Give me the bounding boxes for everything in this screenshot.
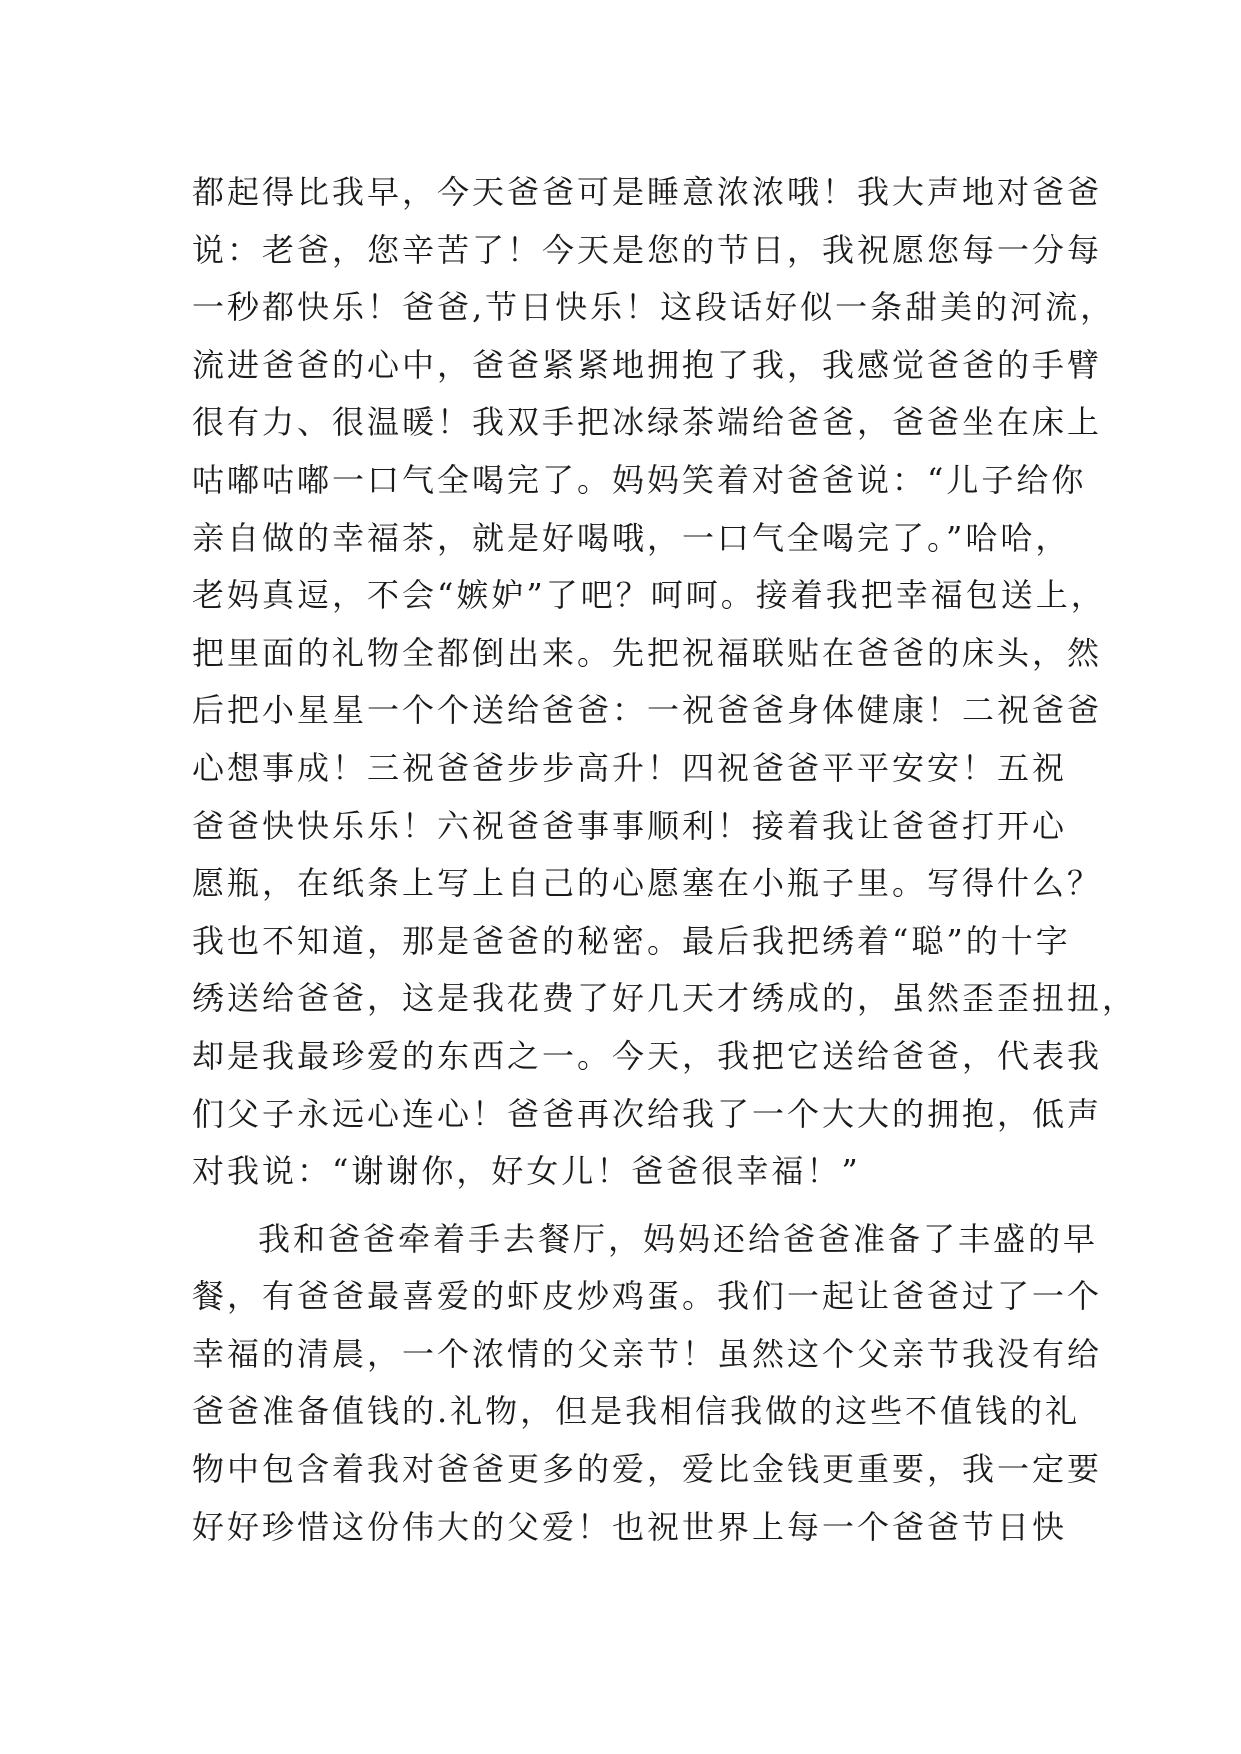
text-line: 都起得比我早，今天爸爸可是睡意浓浓哦！我大声地对爸爸 bbox=[192, 173, 1103, 211]
text-line: 一秒都快乐！爸爸,节日快乐！这段话好似一条甜美的河流， bbox=[192, 288, 1116, 327]
text-line: 流进爸爸的心中，爸爸紧紧地拥抱了我，我感觉爸爸的手臂 bbox=[192, 345, 1103, 384]
paragraph-2 bbox=[192, 1211, 1103, 1557]
text-line: 绣送给爸爸，这是我花费了好几天才绣成的，虽然歪歪扭扭， bbox=[192, 979, 1138, 1018]
text-line: 幸福的清晨，一个浓情的父亲节！虽然这个父亲节我没有给 bbox=[192, 1334, 1103, 1373]
text-line: 很有力、很温暖！我双手把冰绿茶端给爸爸，爸爸坐在床上 bbox=[192, 403, 1103, 442]
text-line: 后把小星星一个个送给爸爸：一祝爸爸身体健康！二祝爸爸 bbox=[192, 691, 1103, 730]
text-line: 爸爸快快乐乐！六祝爸爸事事顺利！接着我让爸爸打开心 bbox=[192, 806, 1068, 845]
text-line: 对我说：“谢谢你，好女儿！爸爸很幸福！” bbox=[192, 1152, 861, 1191]
text-line: 心想事成！三祝爸爸步步高升！四祝爸爸平平安安！五祝 bbox=[192, 748, 1068, 787]
paragraph-gap bbox=[192, 1201, 1072, 1211]
text-line: 们父子永远心连心！爸爸再次给我了一个大大的拥抱，低声 bbox=[192, 1094, 1103, 1133]
text-line: 把里面的礼物全都倒出来。先把祝福联贴在爸爸的床头，然 bbox=[192, 633, 1103, 672]
text-line: 物中包含着我对爸爸更多的爱，爱比金钱更重要，我一定要 bbox=[192, 1450, 1103, 1489]
text-line: 老妈真逗，不会“嫉妒”了吧？呵呵。接着我把幸福包送上， bbox=[192, 576, 1106, 615]
text-line: 我和爸爸牵着手去餐厅，妈妈还给爸爸准备了丰盛的早 bbox=[258, 1219, 1099, 1258]
text-line: 却是我最珍爱的东西之一。今天，我把它送给爸爸，代表我 bbox=[192, 1036, 1103, 1075]
text-line: 咕嘟咕嘟一口气全喝完了。妈妈笑着对爸爸说：“儿子给你 bbox=[192, 460, 1087, 499]
text-line: 我也不知道，那是爸爸的秘密。最后我把绣着“聪”的十字 bbox=[192, 921, 1071, 960]
article-body bbox=[192, 164, 1138, 1556]
text-line: 爸爸准备值钱的.礼物，但是我相信我做的这些不值钱的礼 bbox=[192, 1392, 1081, 1431]
text-line: 亲自做的幸福茶，就是好喝哦，一口气全喝完了。”哈哈， bbox=[192, 518, 1071, 557]
paragraph-1 bbox=[192, 164, 1138, 1201]
text-line: 餐，有爸爸最喜爱的虾皮炒鸡蛋。我们一起让爸爸过了一个 bbox=[192, 1277, 1103, 1316]
text-line: 愿瓶，在纸条上写上自己的心愿塞在小瓶子里。写得什么？ bbox=[192, 864, 1103, 903]
text-line: 好好珍惜这份伟大的父爱！也祝世界上每一个爸爸节日快 bbox=[192, 1507, 1068, 1546]
text-line: 说：老爸，您辛苦了！今天是您的节日，我祝愿您每一分每 bbox=[192, 230, 1103, 269]
